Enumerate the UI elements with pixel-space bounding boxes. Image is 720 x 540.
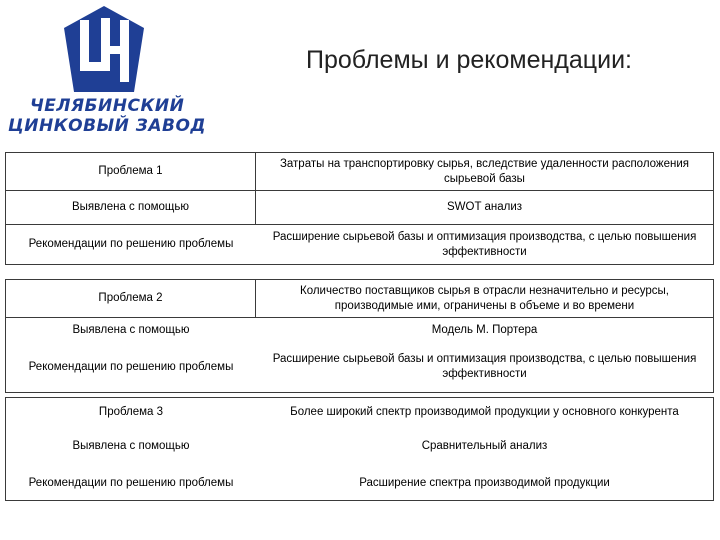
row-label: Проблема 1	[6, 153, 256, 190]
row-value: Модель М. Портера	[431, 323, 538, 336]
row-value: SWOT анализ	[446, 201, 523, 213]
table-row	[6, 318, 713, 342]
row-value: Количество поставщиков сырья в отрасли незначительно и ресурсы, производимые ими, ограничены в объеме и во времени	[300, 284, 669, 312]
problem-3-table	[5, 397, 714, 501]
row-label: Выявлена с помощью	[72, 439, 190, 452]
logo-text-line2: ЦИНКОВЫЙ ЗАВОД	[8, 116, 207, 136]
row-label: Рекомендации по решению проблемы	[28, 360, 234, 373]
row-label: Выявлена с помощью	[72, 323, 190, 336]
row-value: Расширение сырьевой базы и оптимизация производства, с целью повышения эффективности	[272, 353, 697, 380]
table-row	[6, 466, 713, 500]
table-row	[6, 225, 713, 264]
table-row	[6, 342, 713, 392]
row-value: Затраты на транспортировку сырья, вследствие удаленности расположения сырьевой базы	[279, 157, 690, 185]
row-value: Расширение сырьевой базы и оптимизация производства, с целью повышения эффективности	[272, 230, 697, 258]
row-value: Расширение спектра производимой продукции	[359, 476, 610, 489]
problem-1-table	[5, 152, 714, 265]
table-row	[6, 280, 713, 318]
table-row	[6, 426, 713, 466]
row-label: Проблема 2	[6, 280, 256, 317]
row-value: Сравнительный анализ	[421, 439, 548, 452]
row-label: Рекомендации по решению проблемы	[28, 238, 234, 250]
page-title: Проблемы и рекомендации:	[306, 46, 632, 74]
row-label: Выявлена с помощью	[6, 191, 256, 224]
row-label: Проблема 3	[98, 405, 164, 418]
row-value: Более широкий спектр производимой продукции у основного конкурента	[290, 405, 679, 418]
zinc-plant-emblem-icon	[62, 4, 146, 94]
table-row	[6, 398, 713, 426]
company-logo	[8, 4, 207, 136]
table-row	[6, 191, 713, 225]
table-row	[6, 153, 713, 191]
row-label: Рекомендации по решению проблемы	[28, 476, 234, 489]
logo-text-line1: ЧЕЛЯБИНСКИЙ	[30, 96, 185, 116]
problem-2-table	[5, 279, 714, 393]
